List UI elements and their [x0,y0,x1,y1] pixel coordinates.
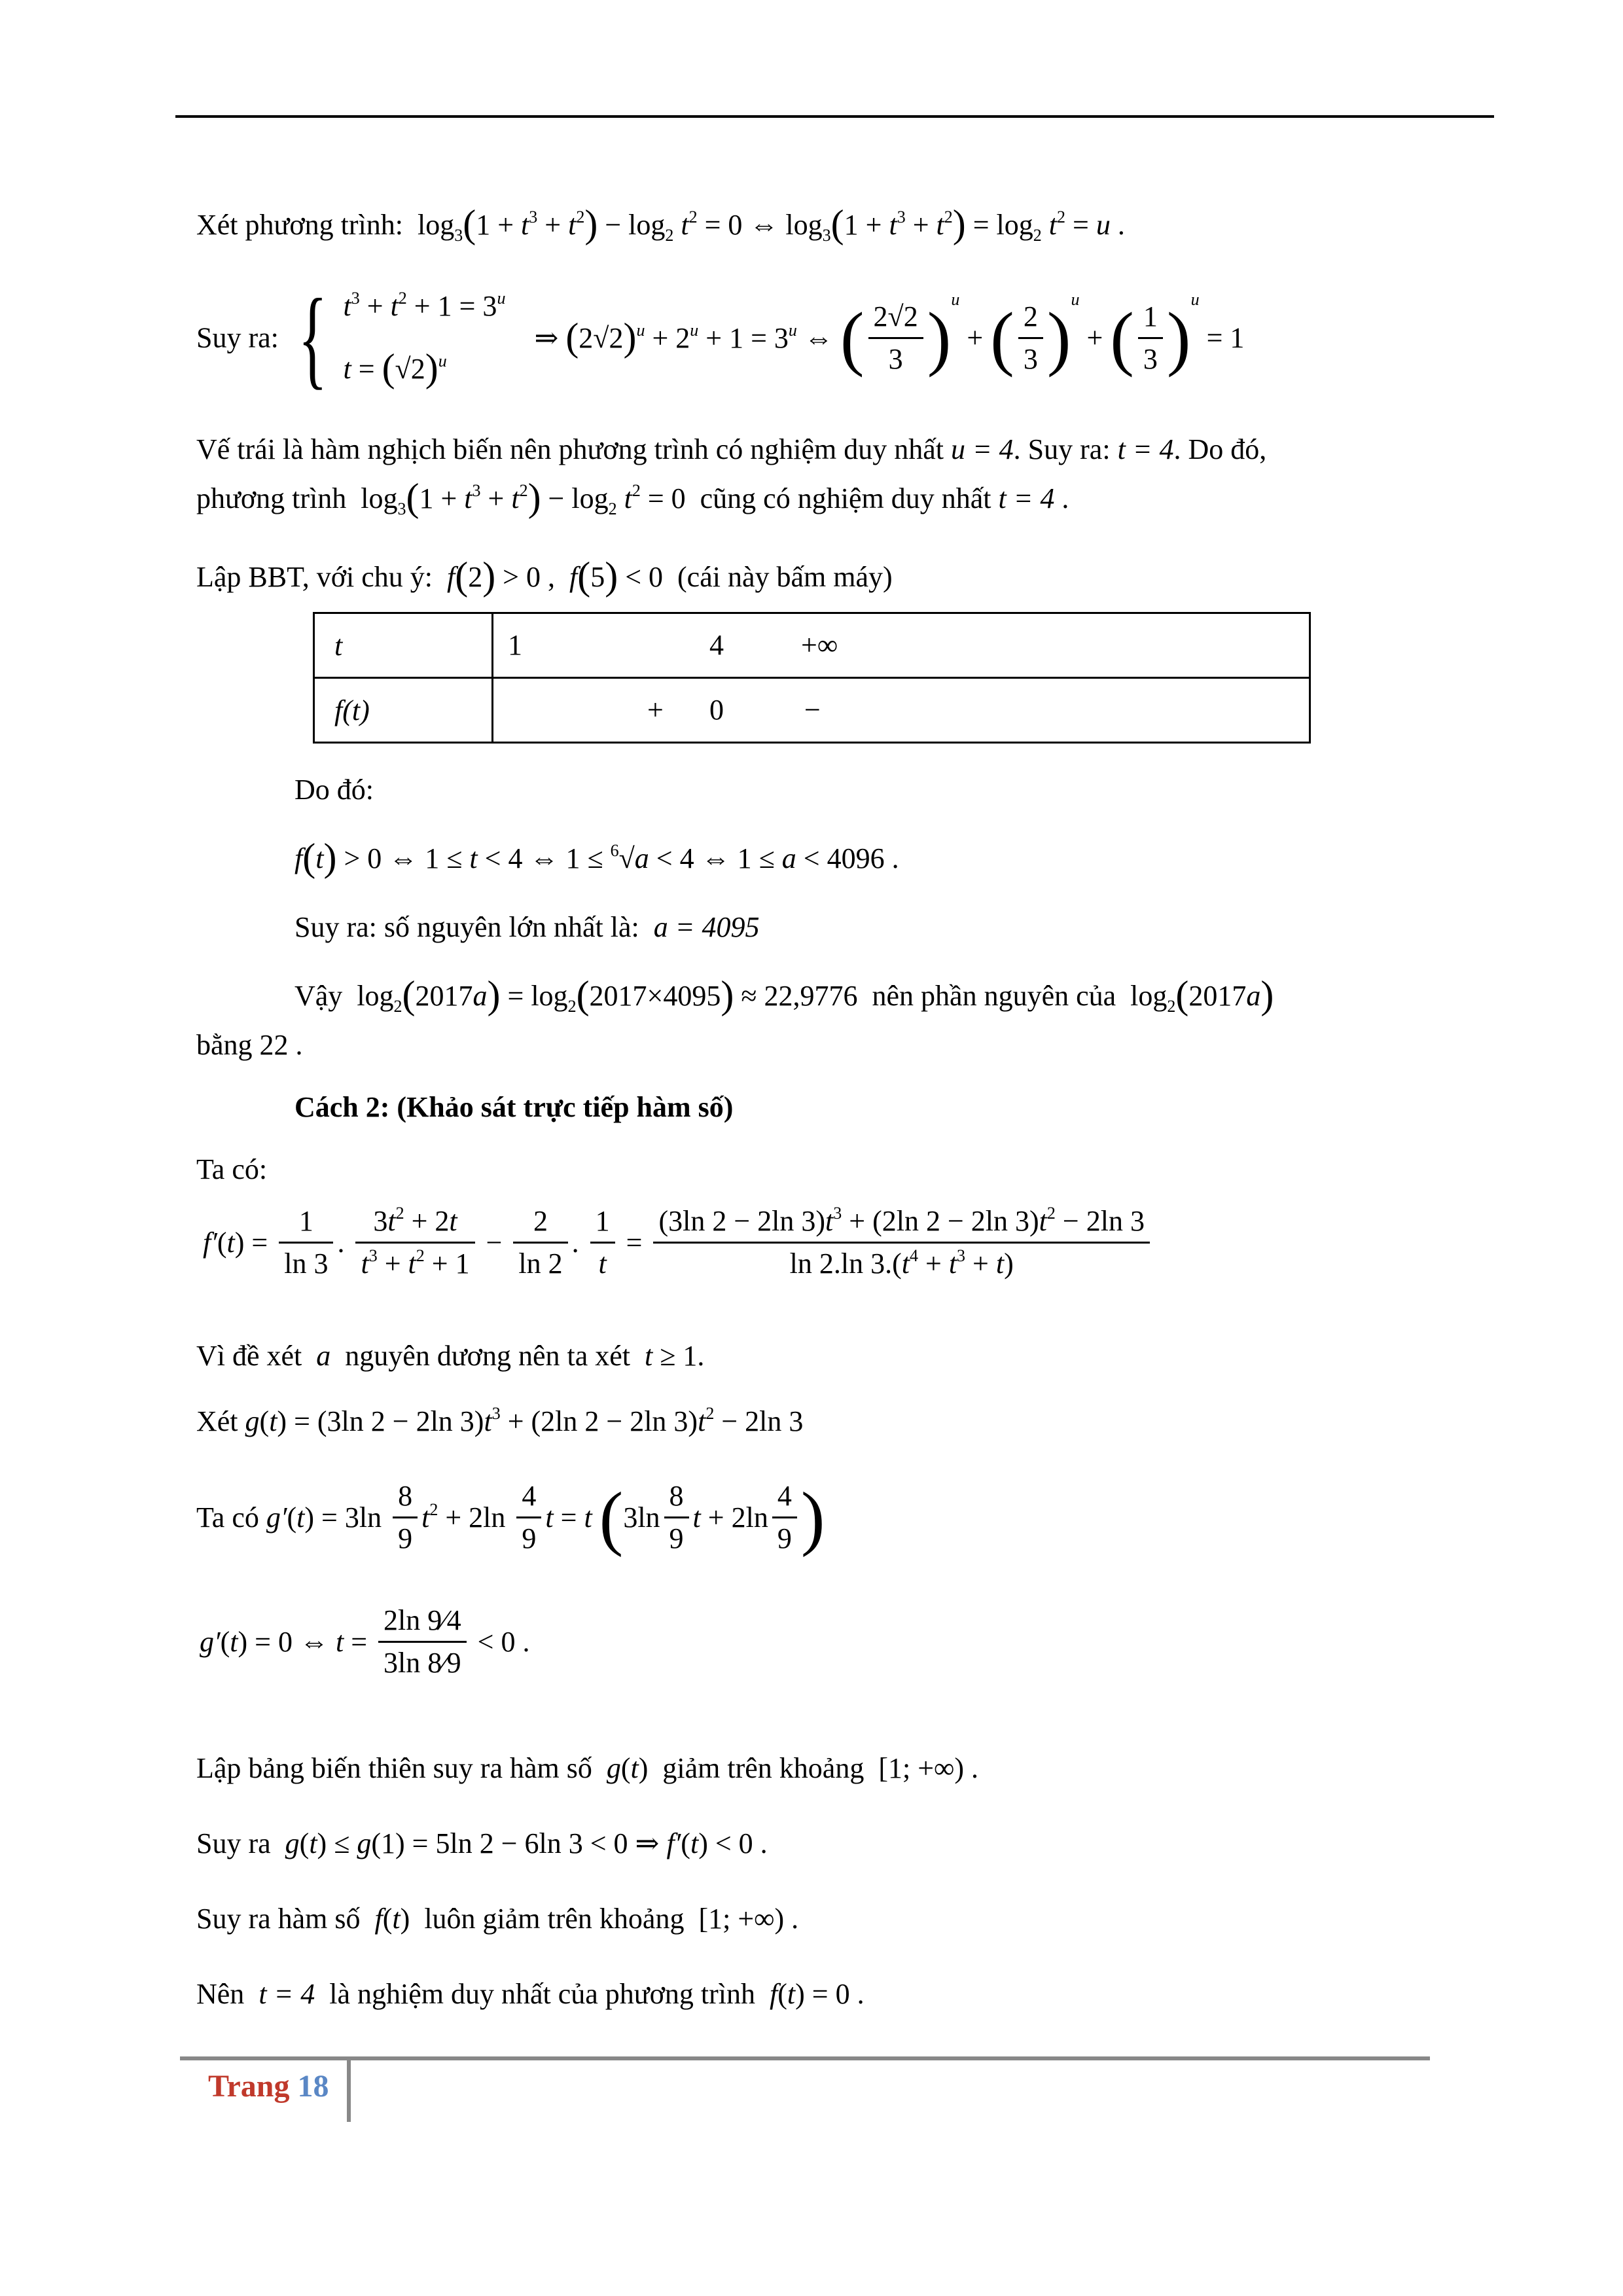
text-lapbang-a: Lập bảng biến thiên suy ra hàm số [196,1752,592,1784]
text-5b: (cái này bấm máy) [677,561,893,593]
value-t4-b: t = 4 [998,482,1055,514]
text-line-nen: Nên t = 4 là nghiệm duy nhất của phương trình f(t) = 0 . [196,1978,865,2010]
table-row [314,678,1310,743]
text-line-lapbang: Lập bảng biến thiên suy ra hàm số g(t) giảm trên khoảng [1; +∞) . [196,1752,979,1784]
text-line-3 [196,429,1266,471]
table-cell: + [647,694,664,726]
section-heading-cach2: Cách 2: (Khảo sát trực tiếp hàm số) [294,1091,734,1123]
text-suyra: Suy ra: số nguyên lớn nhất là: [294,911,639,943]
text-ta-co: Ta có: [196,1153,268,1185]
text-3c: . Do đó, [1173,433,1267,465]
value-a4095: a = 4095 [653,911,760,943]
text-suyra-g: Suy ra [196,1827,271,1859]
equation-line-2: Suy ra: { $t^3 + t^2 + 1 = 3^u$ $t = (√2)^u$ ⇒ $(2√2)^u + 2^u + 1 = 3^u$ ⇔ ( $\frac{2√2}{3}$ )$^u$ + ( $\frac{2}{3}$ )$^u$ + ( $\frac{1}{3}$ )$^u$ = 1 [196,276,1245,399]
table-row1-label: t [334,629,343,662]
text-5a: Lập BBT, với chu ý: [196,561,433,593]
equation-range: f(t) > 0 ⇔ 1 ≤ t < 4 ⇔ 1 ≤ $^6$√a < 4 ⇔ 1 ≤ a < 4096 . [294,836,899,879]
page-number [208,2068,329,2104]
text-line-5: Lập BBT, với chu ý: f(2) > 0 , f(5) < 0 (cái này bấm máy) [196,554,893,598]
text-3b: . Suy ra: [1013,433,1111,465]
text-lapbang-b: giảm trên khoảng [662,1752,865,1784]
table-cell: 0 [709,694,724,726]
text-xet: Xét [196,1405,238,1437]
table-row2-label: f(t) [334,694,370,726]
value-22: 22 [259,1029,289,1061]
text-line-suyra-f: Suy ra hàm số f(t) luôn giảm trên khoảng [1; +∞) . [196,1903,799,1935]
table-cell: +∞ [801,629,838,661]
text-suyra-f-a: Suy ra hàm số [196,1903,361,1935]
table-row [314,613,1310,678]
footer-divider [347,2056,351,2122]
equation-g-prime-zero: g′(t) = 0 ⇔ t = $\frac{2\ln 9⁄4}{3\ln 8⁄9}$ < 0 . [200,1600,529,1683]
equation-g: Xét g(t) = (3ln 2 − 2ln $3)t^3 + (2\ln$ 2 − 2ln $3)t^2 - 2\ln$ 3 [196,1404,804,1437]
table-cell: 1 [508,629,522,661]
text-vide-a: Vì đề xét [196,1340,302,1372]
value-t4-c: t = 4 [259,1978,315,2010]
page-value: 18 [297,2069,329,2104]
equation-g-prime: Ta có g′(t) = 3ln $\frac{8}{9}$ $t^2 + 2\ln$ $\frac{4}{9}$ t = t (3ln $\frac{8}{9}$ t + 2ln $\frac{4}{9}$ ) [196,1476,825,1559]
value-u4: u = 4 [950,433,1014,465]
value-4096: 4096 [827,842,885,874]
text-line-4: phương trình $\log_3(1 + t^3 + t^2) - \log_2 t^2 = 0$ cũng có nghiệm duy nhất t = 4 . [196,476,1069,519]
text-intro-1: Xét phương trình: [196,209,403,241]
text-ta-co-2: Ta có [196,1501,259,1534]
text-suyra-f-b: luôn giảm trên khoảng [424,1903,685,1935]
text-do-do: Do đó: [294,774,374,806]
table-cell: 4 [709,629,724,661]
text-vide-b: nguyên dương nên ta xét [345,1340,630,1372]
page-label: Trang [208,2069,290,2104]
equation-line-1: Xét phương trình: $\log_3(1 + t^3 + t^2) - \log_2 t^2 = 0$ ⇔ $\log_3(1 + t^3 + t^2) = \log_2 t^2 = u$ . [196,202,1125,245]
text-4a: phương trình [196,482,347,514]
text-nen-b: là nghiệm duy nhất của phương trình [329,1978,755,2010]
header-rule [175,115,1494,118]
value-t4: t = 4 [1117,433,1174,465]
text-line-vay: Vậy $\log_2(2017a) = \log_2(2017\times 4095) \approx 22,9776$ nên phần nguyên của $\log_2(2017a)$ [294,973,1274,1016]
text-nen-a: Nên [196,1978,245,2010]
text-3a: Vế trái là hàm nghịch biến nên phương trình có nghiệm duy nhất [196,433,944,465]
variation-table [313,612,1311,744]
text-intro-2: Suy ra: [196,321,279,354]
equation-suyra-g: Suy ra g(t) ≤ g(1) = 5ln 2 − 6ln 3 < 0 ⇒ f′(t) < 0 . [196,1827,768,1859]
footer-rule [180,2056,1430,2060]
value-approx: 22,9776 [764,980,858,1012]
equation-derivative: f′(t) = $\frac{1}{\ln 3}$ . $\frac{3t^2 + 2t}{t^3 + t^2 + 1}$ − $\frac{2}{\ln 2}$ . $\frac{1}{t}$ = $\frac{(3\ln 2 - 2\ln 3)t^3 + (2\ln 2 - 2\ln 3)t^2 - 2\ln 3}{\ln 2.\ln 3.(t^4 + t^3 + t)}$ [203,1201,1154,1284]
text-line-suyra [294,906,759,948]
text-line-vide: Vì đề xét a nguyên dương nên ta xét t ≥ 1. [196,1340,705,1372]
text-vay-b: nên phần nguyên của [872,980,1116,1012]
text-bang: bằng [196,1029,253,1061]
table-cell: − [804,694,821,726]
text-4b: cũng có nghiệm duy nhất [700,482,991,514]
text-line-bang: bằng 22 . [196,1029,303,1061]
text-vay-a: Vậy [294,980,343,1012]
